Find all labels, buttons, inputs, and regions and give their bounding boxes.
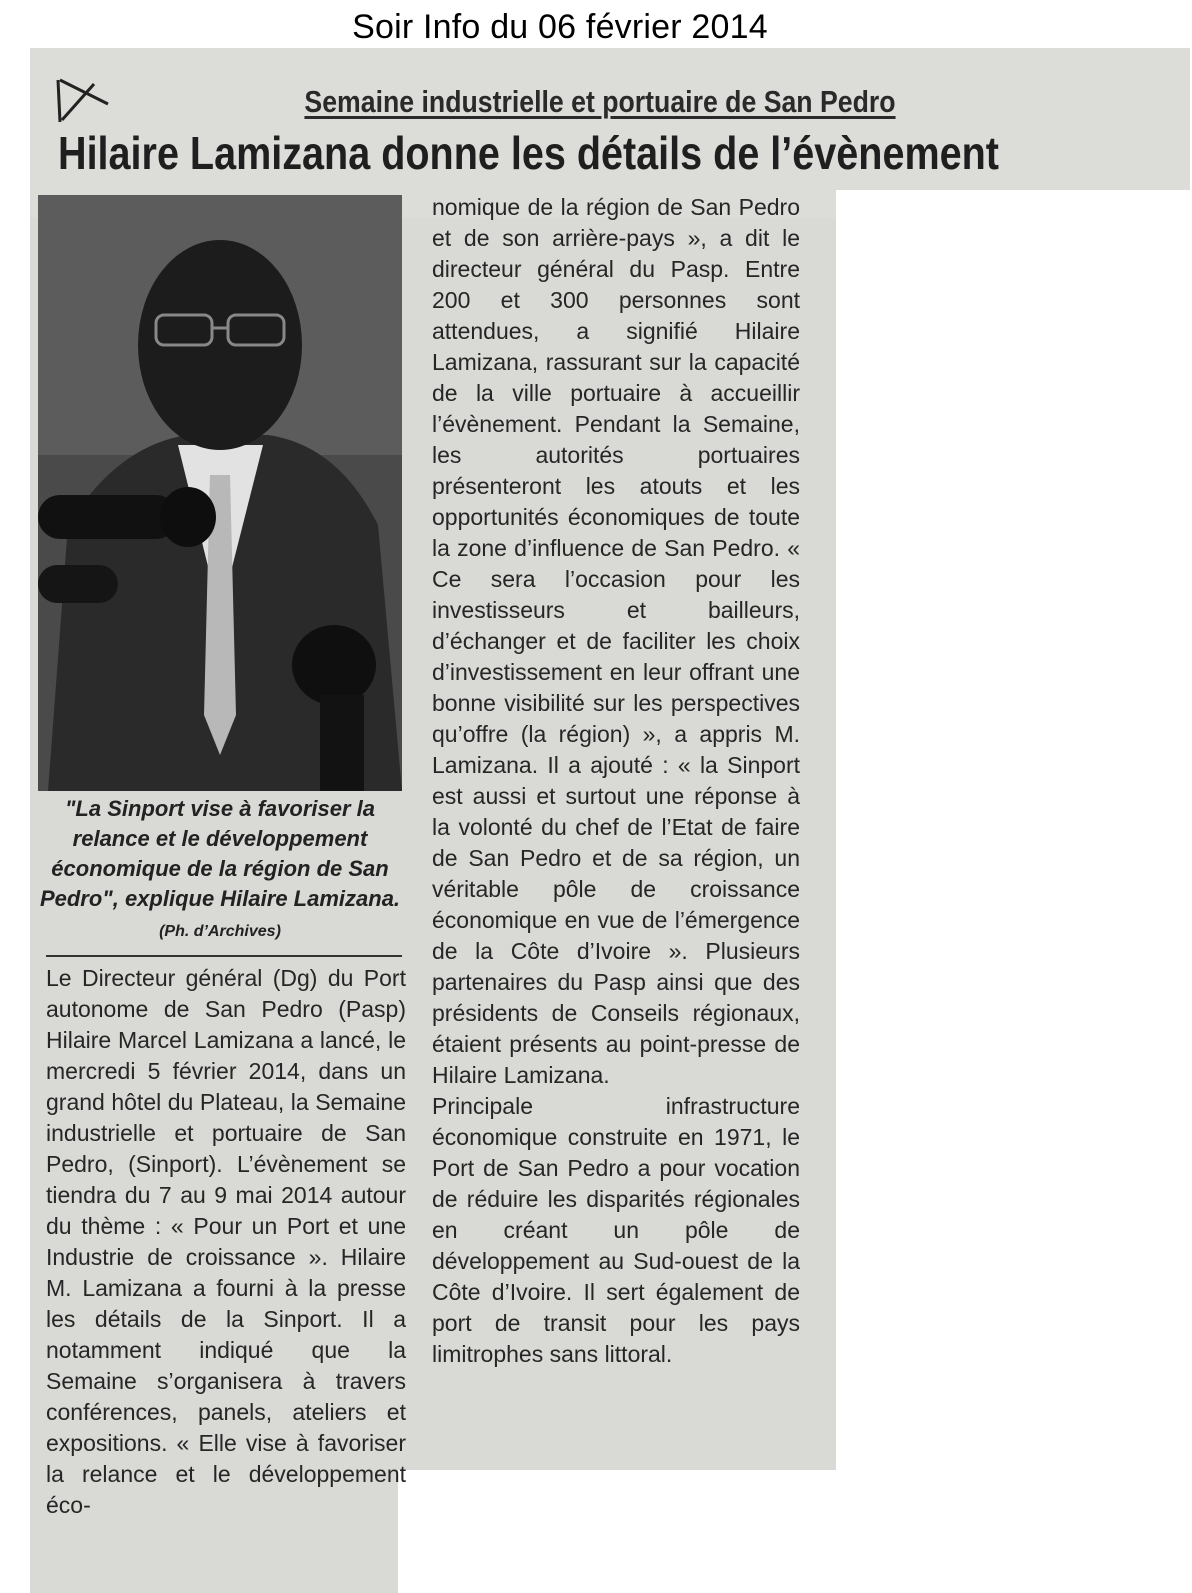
- blank-area-right: [836, 190, 1192, 1593]
- article-column-left: [46, 963, 406, 1521]
- photo-caption-text: "La Sinport vise à favoriser la relance et le développement économique de la région de San Pedro", explique Hilaire Lamizana.: [39, 796, 401, 911]
- source-line: Soir Info du 06 février 2014: [352, 8, 768, 46]
- photo-credit: (Ph. d’Archives): [159, 923, 281, 940]
- photo-caption: [38, 794, 402, 947]
- article-kicker: Semaine industrielle et portuaire de San Pedro: [304, 84, 896, 119]
- blank-area-bottom: [398, 1470, 864, 1593]
- speaker-photo-illustration: [38, 195, 402, 791]
- article-column-right: [432, 192, 800, 1370]
- article-photo: [38, 195, 402, 791]
- caption-divider: [46, 955, 402, 957]
- right-column-paragraph-1: nomique de la région de San Pedro et de son arrière-pays », a dit le directeur général du Pasp. Entre 200 et 300 personnes sont attendues, a signifié Hilaire Lamizana, rassurant sur la capacité de la ville portuaire à accueillir l’évènement. Pendant la Semaine, les autorités portuaires présenteront les atouts et les opportunités économiques de toute la zone d’influence de San Pedro. « Ce sera l’occasion pour les investisseurs et bailleurs, d’échanger et de faciliter les choix d’investissement en leur offrant une bonne visibilité sur les perspectives qu’offre (la région) », a appris M. Lamizana. Il a ajouté : « la Sinport est aussi et surtout une réponse à la volonté du chef de l’Etat de faire de San Pedro et de sa région, un véritable pôle de croissance économique en vue de l’émergence de la Côte d’Ivoire ». Plusieurs partenaires du Pasp ainsi que des présidents de Conseils régionaux, étaient présents au point-presse de Hilaire Lamizana.: [432, 194, 800, 1088]
- left-column-paragraph: Le Directeur général (Dg) du Port autonome de San Pedro (Pasp) Hilaire Marcel Lamizana a lancé, le mercredi 5 février 2014, dans un grand hôtel du Plateau, la Semaine industrielle et portuaire de San Pedro, (Sinport). L’évènement se tiendra du 7 au 9 mai 2014 autour du thème : « Pour un Port et une Industrie de croissance ». Hilaire M. Lamizana a fourni à la presse les détails de la Sinport. Il a notamment indiqué que la Semaine s’organisera à travers conférences, panels, ateliers et expositions. « Elle vise à favoriser la relance et le développement éco-: [46, 965, 406, 1518]
- article-headline: Hilaire Lamizana donne les détails de l’évènement: [58, 127, 999, 179]
- right-column-paragraph-2: Principale infrastructure économique construite en 1971, le Port de San Pedro a pour vocation de réduire les disparités régionales en créant un pôle de développement au Sud-ouest de la Côte d’Ivoire. Il sert également de port de transit pour les pays limitrophes sans littoral.: [432, 1093, 800, 1367]
